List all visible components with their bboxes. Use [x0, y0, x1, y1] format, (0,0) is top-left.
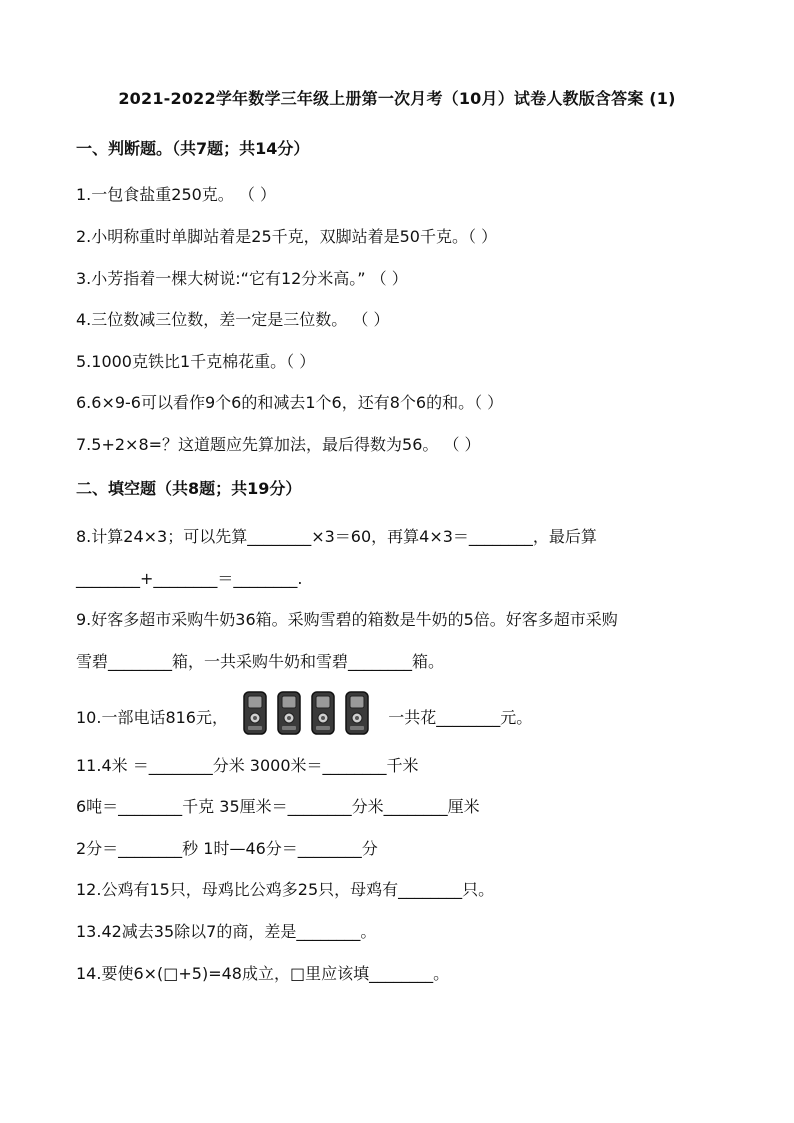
question-8-line-1: 8.计算24×3；可以先算________×3＝60，再算4×3＝________，最后算 — [76, 527, 597, 546]
question-8-line-2: ________+________＝________. — [76, 569, 303, 588]
question-6: 6.6×9-6可以看作9个6的和减去1个6，还有8个6的和。（ ） — [76, 393, 504, 412]
mobile-phone-icon — [275, 691, 303, 735]
mobile-phone-icon — [309, 691, 337, 735]
question-11-line-2: 6吨＝________千克 35厘米＝________分米________厘米 — [76, 797, 480, 816]
mobile-phone-icon — [343, 691, 371, 735]
question-3: 3.小芳指着一棵大树说:“它有12分米高。” （ ） — [76, 269, 408, 288]
section-heading-judgment: 一、判断题。（共7题；共14分） — [76, 139, 310, 158]
question-10-suffix: 一共花________元。 — [388, 708, 533, 727]
question-10 — [76, 702, 532, 746]
question-5: 5.1000克铁比1千克棉花重。（ ） — [76, 352, 316, 371]
question-4: 4.三位数减三位数，差一定是三位数。 （ ） — [76, 310, 390, 329]
question-11-line-3: 2分＝________秒 1时—46分＝________分 — [76, 839, 378, 858]
question-14: 14.要使6×(□+5)=48成立，□里应该填________。 — [76, 964, 450, 983]
question-2: 2.小明称重时单脚站着是25千克，双脚站着是50千克。（ ） — [76, 227, 498, 246]
question-7: 7.5+2×8=？这道题应先算加法，最后得数为56。 （ ） — [76, 435, 481, 454]
question-9-line-1: 9.好客多超市采购牛奶36箱。采购雪碧的箱数是牛奶的5倍。好客多超市采购 — [76, 610, 618, 629]
question-1: 1.一包食盐重250克。 （ ） — [76, 185, 276, 204]
question-12: 12.公鸡有15只，母鸡比公鸡多25只，母鸡有________只。 — [76, 880, 495, 899]
phone-images — [241, 691, 377, 735]
question-9-line-2: 雪碧________箱，一共采购牛奶和雪碧________箱。 — [76, 652, 445, 671]
question-11-line-1: 11.4米 ＝________分米 3000米＝________千米 — [76, 756, 419, 775]
question-10-prefix: 10.一部电话816元， — [76, 708, 228, 727]
mobile-phone-icon — [241, 691, 269, 735]
page-title: 2021-2022学年数学三年级上册第一次月考（10月）试卷人教版含答案 (1) — [118, 89, 676, 108]
question-13: 13.42减去35除以7的商，差是________。 — [76, 922, 377, 941]
section-heading-fill-in: 二、填空题（共8题；共19分） — [76, 479, 302, 498]
